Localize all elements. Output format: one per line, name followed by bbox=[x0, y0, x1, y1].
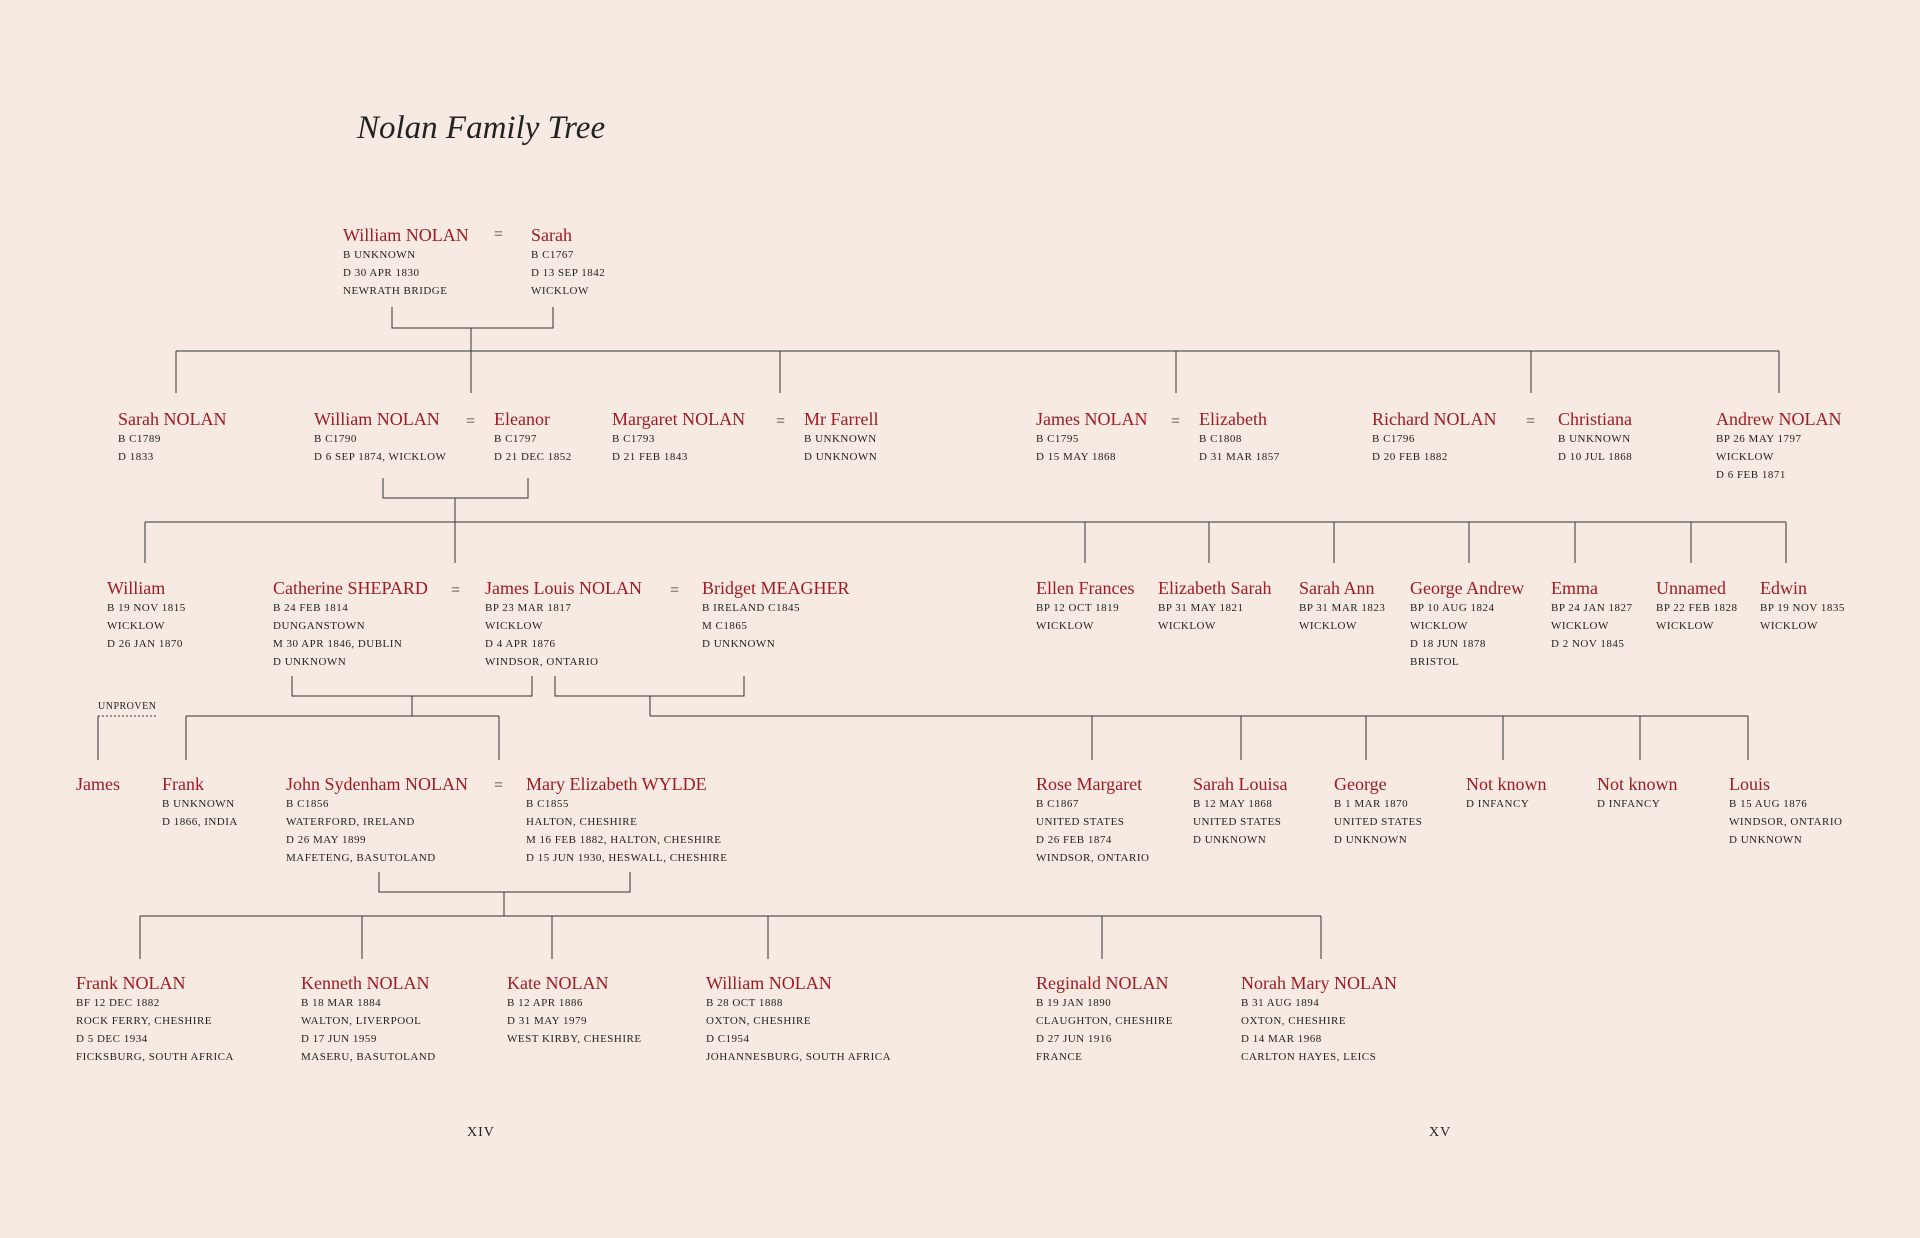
person-detail: D 14 MAR 1968 bbox=[1241, 1033, 1322, 1045]
person-detail: B 19 NOV 1815 bbox=[107, 602, 186, 614]
person-card bbox=[1193, 773, 1287, 849]
person-card bbox=[118, 408, 226, 466]
person-detail: D 1833 bbox=[118, 451, 154, 463]
person-card bbox=[804, 408, 878, 466]
person-detail: B C1790 bbox=[314, 433, 357, 445]
person-detail: M 30 APR 1846, DUBLIN bbox=[273, 638, 403, 650]
person-detail: WICKLOW bbox=[1551, 620, 1609, 632]
person-card bbox=[485, 577, 642, 671]
person-card bbox=[1372, 408, 1496, 466]
person-detail: D INFANCY bbox=[1466, 798, 1530, 810]
person-name: Rose Margaret bbox=[1036, 774, 1143, 794]
person-detail: BRISTOL bbox=[1410, 656, 1460, 668]
person-detail: BP 31 MAR 1823 bbox=[1299, 602, 1386, 614]
person-detail: DUNGANSTOWN bbox=[273, 620, 366, 632]
person-detail: BF 12 DEC 1882 bbox=[76, 997, 160, 1009]
person-detail: B IRELAND C1845 bbox=[702, 602, 800, 614]
person-detail: WICKLOW bbox=[107, 620, 165, 632]
person-card bbox=[301, 972, 436, 1066]
person-card bbox=[1036, 773, 1149, 867]
person-detail: B C1808 bbox=[1199, 433, 1242, 445]
person-detail: MAFETENG, BASUTOLAND bbox=[286, 852, 436, 864]
person-detail: D UNKNOWN bbox=[702, 638, 776, 650]
person-card bbox=[1334, 773, 1422, 849]
person-name: Sarah NOLAN bbox=[118, 409, 227, 429]
person-detail: D 2 NOV 1845 bbox=[1551, 638, 1625, 650]
person-name: Sarah Ann bbox=[1299, 578, 1375, 598]
person-name: Emma bbox=[1551, 578, 1598, 598]
person-card bbox=[1299, 577, 1385, 635]
person-detail: WICKLOW bbox=[1656, 620, 1714, 632]
person-detail: ROCK FERRY, CHESHIRE bbox=[76, 1015, 213, 1027]
person-card bbox=[1036, 408, 1147, 466]
person-name: Richard NOLAN bbox=[1372, 409, 1497, 429]
person-detail: B 12 APR 1886 bbox=[507, 997, 583, 1009]
person-name: William NOLAN bbox=[706, 973, 832, 993]
person-detail: UNITED STATES bbox=[1036, 816, 1125, 828]
person-detail: D 15 JUN 1930, HESWALL, CHESHIRE bbox=[526, 852, 728, 864]
person-detail: BP 19 NOV 1835 bbox=[1760, 602, 1845, 614]
person-card bbox=[76, 773, 120, 795]
person-detail: D UNKNOWN bbox=[273, 656, 347, 668]
person-detail: BP 24 JAN 1827 bbox=[1551, 602, 1633, 614]
person-card bbox=[107, 577, 186, 653]
person-detail: B C1767 bbox=[531, 249, 574, 261]
person-detail: NEWRATH BRIDGE bbox=[343, 285, 448, 297]
person-detail: B 12 MAY 1868 bbox=[1193, 798, 1273, 810]
person-name: Edwin bbox=[1760, 578, 1807, 598]
person-detail: WICKLOW bbox=[1760, 620, 1818, 632]
person-card bbox=[273, 577, 428, 671]
person-detail: WATERFORD, IRELAND bbox=[286, 816, 415, 828]
marriage-symbol: = bbox=[670, 582, 680, 599]
person-detail: WICKLOW bbox=[1299, 620, 1357, 632]
person-name: George Andrew bbox=[1410, 578, 1525, 598]
person-card bbox=[1558, 408, 1632, 466]
marriage-symbol: = bbox=[776, 413, 786, 430]
person-detail: B 24 FEB 1814 bbox=[273, 602, 349, 614]
person-name: William NOLAN bbox=[343, 225, 469, 245]
person-detail: B C1797 bbox=[494, 433, 537, 445]
person-name: Bridget MEAGHER bbox=[702, 578, 850, 598]
person-detail: B C1856 bbox=[286, 798, 329, 810]
person-detail: OXTON, CHESHIRE bbox=[1241, 1015, 1347, 1027]
person-name: Mary Elizabeth WYLDE bbox=[526, 774, 707, 794]
person-name: James bbox=[76, 774, 120, 794]
person-name: Sarah bbox=[531, 225, 572, 245]
person-detail: MASERU, BASUTOLAND bbox=[301, 1051, 436, 1063]
person-detail: UNITED STATES bbox=[1193, 816, 1282, 828]
person-detail: B 1 MAR 1870 bbox=[1334, 798, 1409, 810]
person-card bbox=[1551, 577, 1632, 653]
person-name: Andrew NOLAN bbox=[1716, 409, 1842, 429]
person-detail: D 6 SEP 1874, WICKLOW bbox=[314, 451, 447, 463]
marriage-symbol: = bbox=[494, 226, 504, 243]
person-detail: WINDSOR, ONTARIO bbox=[485, 656, 599, 668]
person-card bbox=[1241, 972, 1397, 1066]
person-detail: OXTON, CHESHIRE bbox=[706, 1015, 812, 1027]
person-detail: WEST KIRBY, CHESHIRE bbox=[507, 1033, 642, 1045]
person-detail: B UNKNOWN bbox=[162, 798, 235, 810]
person-detail: B UNKNOWN bbox=[804, 433, 877, 445]
person-detail: WICKLOW bbox=[1716, 451, 1774, 463]
person-detail: B UNKNOWN bbox=[343, 249, 416, 261]
person-detail: B 18 MAR 1884 bbox=[301, 997, 382, 1009]
person-detail: B C1793 bbox=[612, 433, 655, 445]
person-card bbox=[314, 408, 446, 466]
person-name: Eleanor bbox=[494, 409, 550, 429]
person-detail: D 30 APR 1830 bbox=[343, 267, 420, 279]
person-detail: D 1866, INDIA bbox=[162, 816, 238, 828]
person-detail: M C1865 bbox=[702, 620, 748, 632]
person-detail: WICKLOW bbox=[1410, 620, 1468, 632]
person-card bbox=[706, 972, 891, 1066]
person-name: John Sydenham NOLAN bbox=[286, 774, 468, 794]
marriage-symbol: = bbox=[451, 582, 461, 599]
person-detail: D 4 APR 1876 bbox=[485, 638, 556, 650]
person-card bbox=[507, 972, 642, 1048]
person-detail: WICKLOW bbox=[1036, 620, 1094, 632]
page-title: Nolan Family Tree bbox=[357, 110, 606, 146]
person-card bbox=[1410, 577, 1524, 671]
person-detail: D 21 DEC 1852 bbox=[494, 451, 572, 463]
person-card bbox=[1466, 773, 1547, 813]
person-detail: B UNKNOWN bbox=[1558, 433, 1631, 445]
person-detail: D 18 JUN 1878 bbox=[1410, 638, 1486, 650]
marriage-symbol: = bbox=[466, 413, 476, 430]
person-name: William bbox=[107, 578, 166, 598]
person-detail: WICKLOW bbox=[485, 620, 543, 632]
person-detail: CLAUGHTON, CHESHIRE bbox=[1036, 1015, 1174, 1027]
person-detail: D 15 MAY 1868 bbox=[1036, 451, 1116, 463]
person-detail: D 26 FEB 1874 bbox=[1036, 834, 1112, 846]
person-name: Elizabeth bbox=[1199, 409, 1267, 429]
person-card bbox=[494, 408, 572, 466]
person-name: William NOLAN bbox=[314, 409, 440, 429]
person-name: George bbox=[1334, 774, 1387, 794]
person-detail: WALTON, LIVERPOOL bbox=[301, 1015, 422, 1027]
person-detail: FRANCE bbox=[1036, 1051, 1083, 1063]
person-detail: D UNKNOWN bbox=[1193, 834, 1267, 846]
person-detail: FICKSBURG, SOUTH AFRICA bbox=[76, 1051, 234, 1063]
person-name: James Louis NOLAN bbox=[485, 578, 642, 598]
person-name: James NOLAN bbox=[1036, 409, 1148, 429]
person-detail: D UNKNOWN bbox=[1334, 834, 1408, 846]
person-detail: D 5 DEC 1934 bbox=[76, 1033, 148, 1045]
person-detail: B 31 AUG 1894 bbox=[1241, 997, 1320, 1009]
person-detail: D 26 MAY 1899 bbox=[286, 834, 366, 846]
person-card bbox=[1597, 773, 1678, 813]
person-name: Frank bbox=[162, 774, 204, 794]
person-card bbox=[1036, 972, 1173, 1066]
person-name: Not known bbox=[1597, 774, 1678, 794]
person-detail: D 13 SEP 1842 bbox=[531, 267, 606, 279]
person-detail: BP 23 MAR 1817 bbox=[485, 602, 572, 614]
person-name: Kenneth NOLAN bbox=[301, 973, 430, 993]
person-detail: BP 26 MAY 1797 bbox=[1716, 433, 1802, 445]
person-name: Ellen Frances bbox=[1036, 578, 1135, 598]
unproven-label: UNPROVEN bbox=[98, 701, 157, 712]
person-card bbox=[1199, 408, 1280, 466]
person-detail: B 15 AUG 1876 bbox=[1729, 798, 1808, 810]
person-name: Elizabeth Sarah bbox=[1158, 578, 1272, 598]
person-detail: B C1867 bbox=[1036, 798, 1079, 810]
person-detail: D INFANCY bbox=[1597, 798, 1661, 810]
person-name: Unnamed bbox=[1656, 578, 1726, 598]
page-number-left: XIV bbox=[467, 1125, 495, 1140]
person-detail: BP 12 OCT 1819 bbox=[1036, 602, 1120, 614]
person-card bbox=[1656, 577, 1737, 635]
person-detail: D 26 JAN 1870 bbox=[107, 638, 183, 650]
person-detail: WICKLOW bbox=[531, 285, 589, 297]
person-detail: D C1954 bbox=[706, 1033, 750, 1045]
person-card bbox=[531, 224, 605, 300]
marriage-symbol: = bbox=[494, 777, 504, 794]
person-card bbox=[286, 773, 468, 867]
person-detail: HALTON, CHESHIRE bbox=[526, 816, 638, 828]
person-detail: UNITED STATES bbox=[1334, 816, 1423, 828]
person-name: Louis bbox=[1729, 774, 1771, 794]
page-number-right: XV bbox=[1429, 1125, 1452, 1140]
person-name: Not known bbox=[1466, 774, 1547, 794]
person-card bbox=[162, 773, 238, 831]
person-detail: B C1796 bbox=[1372, 433, 1415, 445]
person-name: Sarah Louisa bbox=[1193, 774, 1288, 794]
person-detail: B C1795 bbox=[1036, 433, 1079, 445]
person-detail: WICKLOW bbox=[1158, 620, 1216, 632]
person-detail: D 31 MAY 1979 bbox=[507, 1015, 587, 1027]
marriage-symbol: = bbox=[1526, 413, 1536, 430]
person-detail: JOHANNESBURG, SOUTH AFRICA bbox=[706, 1051, 892, 1063]
person-card bbox=[1716, 408, 1841, 484]
person-card bbox=[526, 773, 727, 867]
person-card bbox=[612, 408, 745, 466]
person-detail: B C1789 bbox=[118, 433, 161, 445]
person-name: Reginald NOLAN bbox=[1036, 973, 1169, 993]
person-card bbox=[76, 972, 234, 1066]
person-name: Mr Farrell bbox=[804, 409, 879, 429]
person-detail: D UNKNOWN bbox=[1729, 834, 1803, 846]
person-name: Catherine SHEPARD bbox=[273, 578, 428, 598]
person-name: Christiana bbox=[1558, 409, 1632, 429]
person-detail: WINDSOR, ONTARIO bbox=[1729, 816, 1843, 828]
person-detail: D 20 FEB 1882 bbox=[1372, 451, 1448, 463]
person-card bbox=[1036, 577, 1134, 635]
person-detail: BP 22 FEB 1828 bbox=[1656, 602, 1738, 614]
person-name: Margaret NOLAN bbox=[612, 409, 746, 429]
person-card bbox=[1729, 773, 1842, 849]
person-detail: B C1855 bbox=[526, 798, 569, 810]
person-card bbox=[702, 577, 850, 653]
person-detail: B 28 OCT 1888 bbox=[706, 997, 783, 1009]
person-card bbox=[1158, 577, 1271, 635]
person-detail: D 10 JUL 1868 bbox=[1558, 451, 1633, 463]
person-name: Frank NOLAN bbox=[76, 973, 186, 993]
person-detail: D 17 JUN 1959 bbox=[301, 1033, 377, 1045]
person-detail: D 27 JUN 1916 bbox=[1036, 1033, 1112, 1045]
person-name: Norah Mary NOLAN bbox=[1241, 973, 1397, 993]
person-detail: CARLTON HAYES, LEICS bbox=[1241, 1051, 1377, 1063]
person-detail: D 31 MAR 1857 bbox=[1199, 451, 1280, 463]
person-card bbox=[343, 224, 469, 300]
marriage-symbol: = bbox=[1171, 413, 1181, 430]
person-detail: BP 10 AUG 1824 bbox=[1410, 602, 1495, 614]
person-detail: D 21 FEB 1843 bbox=[612, 451, 688, 463]
person-detail: BP 31 MAY 1821 bbox=[1158, 602, 1244, 614]
person-detail: WINDSOR, ONTARIO bbox=[1036, 852, 1150, 864]
person-detail: D 6 FEB 1871 bbox=[1716, 469, 1786, 481]
person-card bbox=[1760, 577, 1845, 635]
person-detail: D UNKNOWN bbox=[804, 451, 878, 463]
person-detail: B 19 JAN 1890 bbox=[1036, 997, 1112, 1009]
person-name: Kate NOLAN bbox=[507, 973, 609, 993]
person-detail: M 16 FEB 1882, HALTON, CHESHIRE bbox=[526, 834, 722, 846]
